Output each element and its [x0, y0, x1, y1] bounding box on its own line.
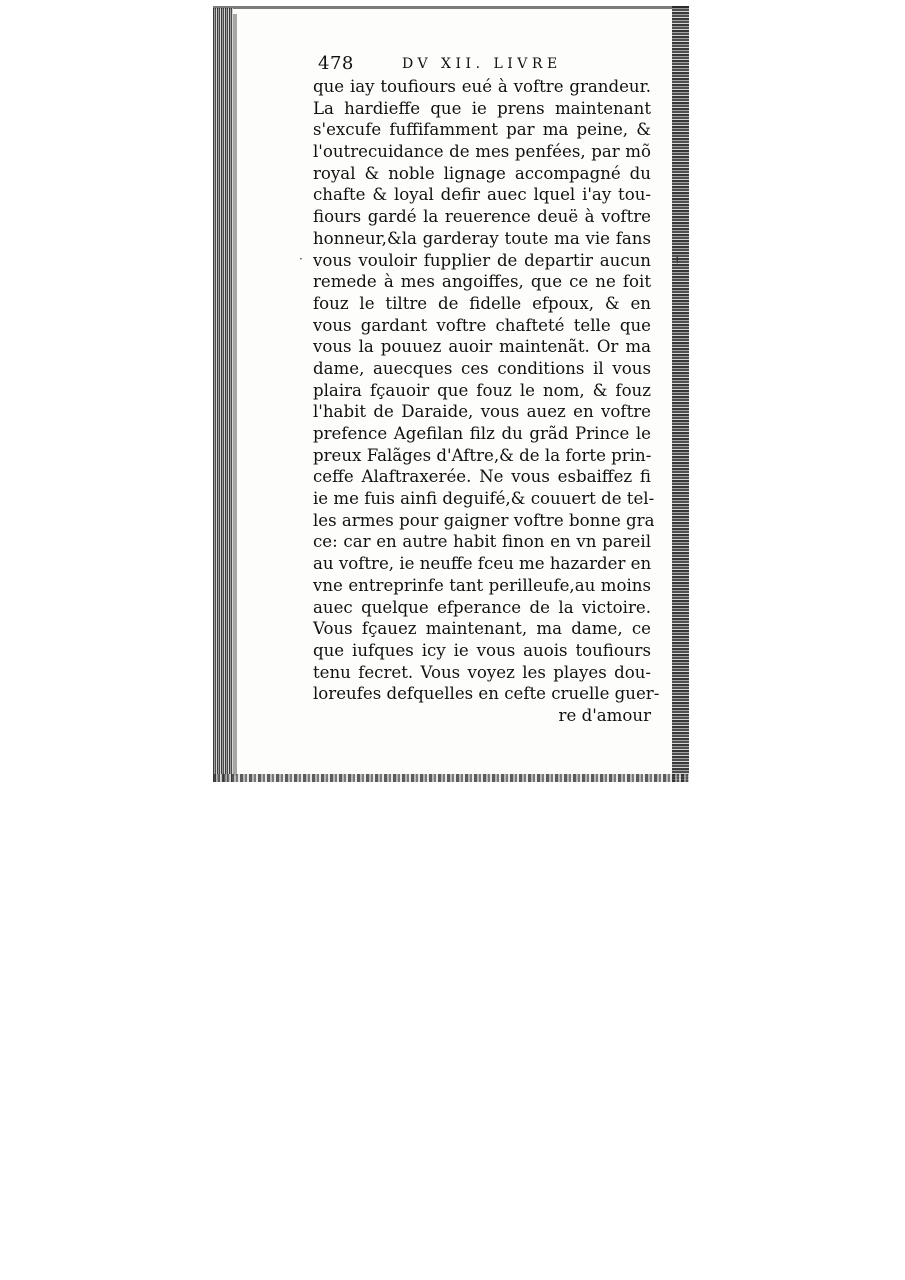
page-top-edge	[213, 6, 689, 9]
body-text	[313, 76, 660, 727]
text-line: au voftre, ie neuffe fceu me hazarder en	[313, 554, 652, 574]
text-line: les armes pour gaigner voftre bonne gra	[313, 510, 655, 530]
text-line: vous gardant voftre chafteté telle que	[313, 315, 651, 335]
text-line: plaira fçauoir que fouz le nom, & fouz	[313, 380, 651, 400]
text-line: Vous fçauez maintenant, ma dame, ce	[313, 619, 651, 639]
text-line: tenu fecret. Vous voyez les playes dou-	[313, 662, 651, 682]
text-line: vous la pouuez auoir maintenãt. Or ma	[313, 337, 651, 357]
text-line: remede à mes angoiffes, que ce ne foit	[313, 272, 651, 292]
running-head	[318, 52, 658, 76]
text-line: La hardieffe que ie prens maintenant	[313, 98, 651, 118]
text-line: dame, auecques ces conditions il vous	[313, 358, 651, 378]
text-line: ie me fuis ainfi deguifé,& couuert de tel-	[313, 489, 655, 509]
text-line: que iufques icy ie vous auois toufiours	[313, 640, 651, 660]
page-left-edge	[213, 8, 233, 782]
text-line: que iay toufiours eué à voftre grandeur.	[313, 77, 651, 96]
text-line: auec quelque efperance de la victoire.	[313, 597, 651, 617]
text-line: l'outrecuidance de mes penfées, par mõ	[313, 142, 651, 162]
text-line: prefence Agefilan filz du grãd Prince le	[313, 424, 651, 443]
catchword-line: re d'amour	[558, 705, 651, 725]
text-line: vous vouloir fupplier de departir aucun	[313, 250, 651, 270]
text-line: fiours gardé la reuerence deuë à voftre	[313, 207, 651, 227]
text-line: ceffe Alaftraxerée. Ne vous esbaiffez fi	[313, 467, 651, 487]
margin-bracket-mark: ⁝	[675, 254, 680, 270]
text-line: loreufes defquelles en cefte cruelle guer-	[313, 684, 660, 704]
text-line: chafte & loyal defir auec lquel i'ay tou-	[313, 185, 651, 205]
text-line: fouz le tiltre de fidelle efpoux, & en	[313, 293, 651, 313]
text-line: ce: car en autre habit finon en vn pareil	[313, 532, 651, 552]
text-line: s'excufe fuffifamment par ma peine, &	[313, 120, 651, 140]
text-line: l'habit de Daraide, vous auez en voftre	[313, 402, 651, 422]
running-title: DV XII. LIVRE	[402, 56, 562, 72]
margin-tick-mark: ·	[299, 252, 303, 266]
page-right-edge	[672, 6, 689, 782]
text-line: honneur,&la garderay toute ma vie fans	[313, 228, 651, 248]
page-number: 478	[318, 53, 354, 74]
page-left-shadow	[233, 14, 237, 776]
page-bottom-edge	[213, 774, 689, 782]
text-line: vne entreprinfe tant perilleufe,au moins	[313, 575, 651, 595]
text-line: preux Falãges d'Aftre,& de la forte prin-	[313, 445, 652, 465]
text-line: royal & noble lignage accompagné du	[313, 163, 651, 183]
